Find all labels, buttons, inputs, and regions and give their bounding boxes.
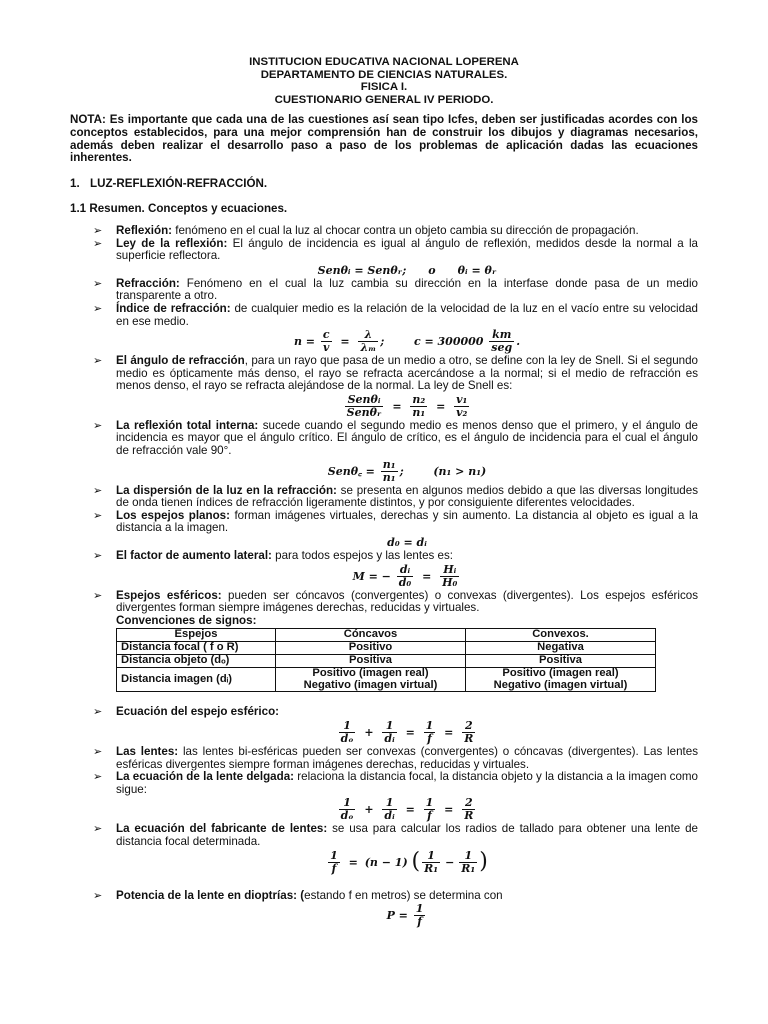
table-cell: Distancia objeto (dₒ) — [117, 655, 276, 668]
table-cell: Distancia imagen (dᵢ) — [117, 667, 276, 692]
equation-snell: $\frac{\text{Senθᵢ}}{\text{Senθᵣ}}$ = $\frac{\text{n₂}}{\text{n₁}}$ = $\frac{\text{v₁}}{\text{v₂}}$ — [346, 392, 468, 419]
term-text: El ángulo de incidencia es igual al ángulo de reflexión, medidos desde la normal a la superficie reflectora. — [116, 236, 698, 263]
term-text: de cualquier medio es la relación de la velocidad de la luz en el vacío entre su velocidad en ese medio. — [116, 301, 698, 328]
term-label: El ángulo de refracción — [116, 354, 245, 368]
table-cell: Positivo — [276, 642, 466, 655]
arrow-bullet-icon: ➢ — [93, 823, 103, 836]
fraction-lambda: $\frac{\lambda}{\text{λₘ}}$ — [360, 328, 377, 355]
term-text: sucede cuando el segundo medio es menos denso que el primero, y el ángulo de incidencia es mayor que el ángulo crítico. El ángulo de crítico, es el ángulo de incidencia para el cual el ángulo de refracción vale 90°. — [116, 418, 698, 458]
term-text: para todos espejos y las lentes es: — [271, 549, 454, 563]
list-item — [93, 354, 698, 419]
table-row — [117, 629, 656, 642]
signs-label: Convenciones de signos: — [116, 613, 257, 627]
term-label: Refracción: — [116, 276, 180, 290]
arrow-bullet-icon: ➢ — [93, 484, 103, 497]
document-page — [70, 56, 698, 929]
equation-plane-mirror: d₀ = dᵢ — [387, 536, 427, 550]
list-item — [93, 236, 698, 277]
term-text: fenómeno en el cual la luz al chocar contra un objeto cambia su dirección de propagación. — [172, 223, 639, 237]
list-item — [93, 888, 698, 929]
fraction-c-v: $\frac{c}{v}$ — [322, 328, 330, 355]
arrow-bullet-icon: ➢ — [93, 706, 103, 719]
eq-part: n = — [293, 335, 316, 349]
term-label: El factor de aumento lateral: — [116, 549, 272, 563]
term-label: Espejos esféricos: — [116, 588, 222, 602]
term-text: relaciona la distancia focal, la distancia objeto y la distancia a la imagen como sigue: — [116, 770, 699, 796]
section-heading — [70, 178, 698, 191]
signs-table — [116, 628, 656, 692]
list-item — [93, 508, 698, 550]
header-line-1: INSTITUCION EDUCATIVA NACIONAL LOPERENA — [249, 56, 519, 68]
subsection-heading: 1.1 Resumen. Conceptos y ecuaciones. — [70, 202, 288, 216]
table-cell: Positivo (imagen real) Negativo (imagen virtual) — [276, 667, 466, 692]
term-text: se presenta en algunos medios debido a que las diversas longitudes de onda tienen índices de refracción ligeramente distintos, y por consiguiente diferentes velocidades. — [116, 483, 699, 510]
term-label: La reflexión total interna: — [116, 418, 259, 432]
list-item — [93, 549, 698, 589]
list-item — [93, 276, 698, 303]
term-label: La dispersión de la luz en la refracción: — [116, 483, 337, 497]
arrow-bullet-icon: ➢ — [93, 355, 103, 368]
term-label: La ecuación del fabricante de lentes: — [116, 822, 328, 836]
nota-paragraph: NOTA: Es importante que cada una de las cuestiones así sean tipo Icfes, deben ser justificadas acordes con los conceptos establecidos, para una mejor comprensión han de construir los dibujos y diagramas necesarios, además deben realizar el desarrollo paso a paso de los problemas de aplicación dadas las ecuaciones inherentes. — [70, 113, 698, 165]
term-label: Los espejos planos: — [116, 508, 230, 522]
arrow-bullet-icon: ➢ — [93, 889, 103, 902]
arrow-bullet-icon: ➢ — [93, 419, 103, 432]
arrow-bullet-icon: ➢ — [93, 550, 103, 563]
table-cell: Positiva — [466, 655, 656, 668]
equation-reflexion — [116, 264, 698, 277]
term-label: Ley de la reflexión: — [116, 236, 228, 250]
term-text: pueden ser cóncavos (convergentes) o convexas (divergentes). Los espejos esféricos divergentes forman siempre imágenes derechas, reducidas y virtuales. — [116, 588, 698, 615]
term-text: forman imágenes virtuales, derechas y sin aumento. La distancia al objeto es igual a la distancia a la imagen. — [116, 508, 698, 535]
term-label: Reflexión: — [116, 223, 173, 237]
equation-critico: Senθ꜀ = $\frac{\text{n₁}}{\text{n₁}}$ ; (n₁ > n₁) — [327, 457, 487, 484]
eq-part: c = 300000 — [413, 335, 484, 349]
equation-mirror: $\frac{1}{\text{dₒ}}$ + $\frac{1}{\text{dᵢ}}$ = $\frac{1}{f}$ = $\frac{2}{R}$ — [340, 718, 474, 745]
header-line-4: CUESTIONARIO GENERAL IV PERIODO. — [274, 93, 494, 106]
equation-power: P = $\frac{1}{f}$ — [386, 902, 424, 929]
table-row — [117, 667, 656, 692]
list-item — [93, 301, 698, 355]
table-row — [117, 642, 656, 655]
table-header-cell: Cóncavos — [276, 629, 466, 642]
term-label: Ecuación del espejo esférico: — [116, 705, 280, 719]
fraction-km-seg: $\frac{km}{\text{seg}}$ — [491, 328, 513, 355]
equation-magnification: M = − $\frac{\text{dᵢ}}{\text{d₀}}$ = $\frac{\text{Hᵢ}}{\text{H₀}}$ — [352, 562, 458, 589]
table-header-cell: Espejos — [117, 629, 276, 642]
header-line-2: DEPARTAMENTO DE CIENCIAS NATURALES. — [260, 68, 508, 81]
list-item — [93, 770, 699, 823]
list-item — [93, 822, 699, 889]
table-cell: Positiva — [276, 655, 466, 668]
eq-part: Senθᵢ = Senθᵣ; — [317, 263, 407, 277]
arrow-bullet-icon: ➢ — [93, 237, 103, 250]
equation-indice: n = $\frac{c}{v}$ = $\frac{\lambda}{\text{λₘ}}$ ; c = 300000 $\frac{km}{\text{seg}}$ . — [293, 328, 521, 355]
table-row — [117, 655, 656, 668]
arrow-bullet-icon: ➢ — [93, 302, 103, 315]
arrow-bullet-icon: ➢ — [93, 277, 103, 290]
term-text: estando f en metros) se determina con — [304, 888, 503, 902]
term-text: Fenómeno en el cual la luz cambia su dirección en la interfase donde pasa de un medio transparente a otro. — [116, 276, 698, 303]
section-title: LUZ-REFLEXIÓN-REFRACCIÓN. — [90, 176, 268, 190]
table-cell: Distancia focal ( f o R) — [117, 642, 276, 655]
arrow-bullet-icon: ➢ — [93, 771, 103, 784]
list-item — [93, 588, 698, 707]
equation-thin-lens: $\frac{1}{\text{dₒ}}$ + $\frac{1}{\text{dᵢ}}$ = $\frac{1}{f}$ = $\frac{2}{R}$ — [340, 796, 474, 823]
list-item — [93, 418, 698, 484]
eq-part: o — [428, 263, 436, 277]
term-label: Potencia de la lente en dioptrías: ( — [116, 888, 305, 902]
term-label: La ecuación de la lente delgada: — [116, 770, 295, 784]
arrow-bullet-icon: ➢ — [93, 224, 103, 237]
arrow-bullet-icon: ➢ — [93, 745, 103, 758]
table-cell: Positivo (imagen real) Negativo (imagen virtual) — [466, 667, 656, 692]
term-text: las lentes bi-esféricas pueden ser convexas (convergentes) o cóncavas (divergentes). Las lentes esféricas divergentes siempre forman imágenes derechas, reducidas y virtuales. — [116, 744, 698, 771]
list-item — [93, 705, 698, 745]
term-label: Índice de refracción: — [116, 301, 231, 315]
list-item — [93, 744, 698, 771]
arrow-bullet-icon: ➢ — [93, 509, 103, 522]
arrow-bullet-icon: ➢ — [93, 589, 103, 602]
term-text: , para un rayo que pasa de un medio a otro, se define con la ley de Snell. Si el segundo medio es ópticamente más denso, el rayo se refracta acercándose a la normal; si el medio de refracción es menos denso, el rayo se refracta alejándose de la normal. La ley de Snell es: — [116, 354, 698, 393]
table-header-cell: Convexos. — [466, 629, 656, 642]
eq-part: θᵢ = θᵣ — [457, 263, 497, 277]
concept-list — [70, 225, 698, 928]
equation-lensmaker: $\frac{1}{f}$ = (n − 1) ( $\frac{1}{\text{R₁}}$ − $\frac{1}{\text{R₁}}$ ) — [330, 848, 488, 875]
list-item — [93, 483, 699, 510]
document-header — [70, 56, 698, 106]
table-cell: Negativa — [466, 642, 656, 655]
term-text: se usa para calcular los radios de tallado para obtener una lente de distancia focal determinada. — [116, 822, 699, 848]
section-number: 1. — [70, 176, 80, 190]
header-line-3: FISICA I. — [360, 81, 408, 94]
term-label: Las lentes: — [116, 744, 179, 758]
